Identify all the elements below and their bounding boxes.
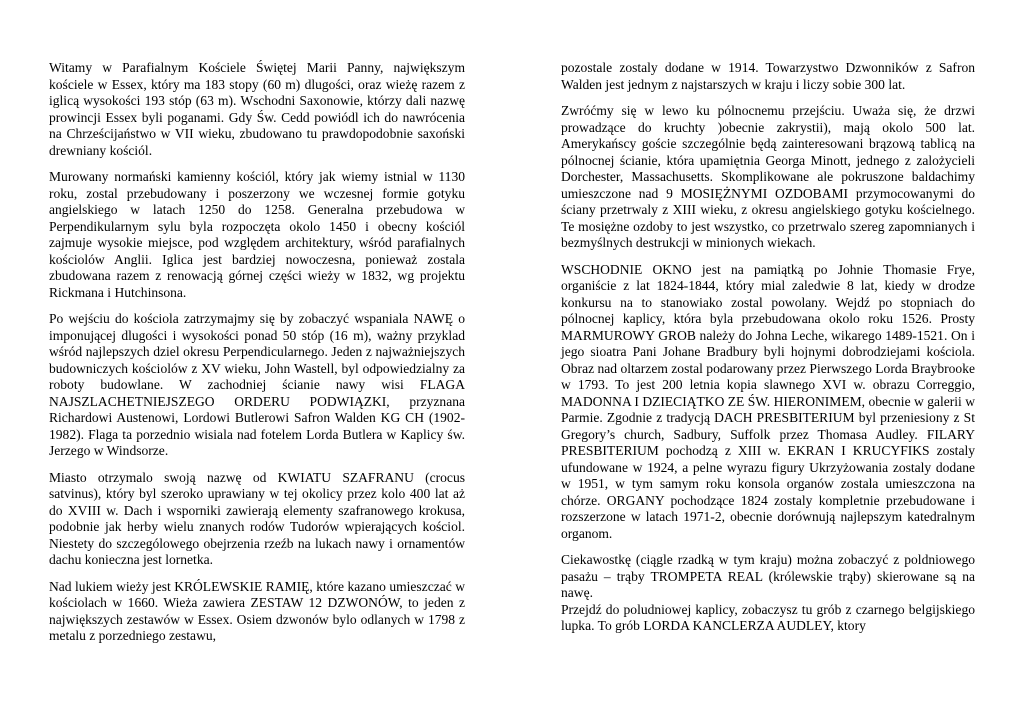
left-column [49,60,465,655]
paragraph-south-chapel: Przejdź do poludniowej kaplicy, zobaczysz tu grób z czarnego belgijskiego lupka. To grób LORDA KANCLERZA AUDLEY, ktory [561,601,975,633]
paragraph-welcome: Witamy w Parafialnym Kościele Świętej Marii Panny, największym kościele w Essex, który ma 183 stopy (60 m) dlugości, oraz wieżę razem z iglicą wysokości 193 stóp (63 m). Wschodni Saxonowie, którzy dali nazwę prowincji Essex byli poganami. Gdy Św. Cedd powiódl ich do nawrócenia na Chrześcijaństwo w VII wieku, zbudowano tu prawdopodobnie saxoński drewniany kościól. [49,60,465,158]
paragraph-north-aisle: Zwróćmy się w lewo ku pólnocnemu przejściu. Uważa się, że drzwi prowadzące do kruchty )obecnie zakrystii), mają okolo 500 lat. Amerykańscy goście szczególnie będą zainteresowani brązową tablicą na pólnocnej ścianie, która upamiętnia Georga Minott, jednego z zalożycieli Dorchester, Massachusetts. Skomplikowane ale pokruszone baldachimy umieszczone nad 9 MOSIĘŻNYMI OZDOBAMI przymocowanymi do ściany przetrwaly z XIII wieku, z okresu angielskiego gotyku kościelnego. Te mosiężne ozdoby to jest wszystko, co przetrwalo szereg zapomnianych i bezmyślnych destrukcji w minionych wiekach. [561,103,975,250]
paragraph-saffron: Miasto otrzymalo swoją nazwę od KWIATU SZAFRANU (crocus satvinus), który byl szeroko uprawiany w tej okolicy przez kolo 400 lat aż do XVIII w. Dach i wsporniki zawierają elementy szafranowego krokusa, podobnie jak herby wielu znanych rodów Tudorów wpierających kościol. Niestety do szczególowego obejrzenia rzeźb na lukach nawy i ornamentów dachu konieczna jest lornetka. [49,469,465,567]
right-column [561,60,975,645]
paragraph-norman-church: Murowany normański kamienny kościól, który jak wiemy istnial w 1130 roku, zostal przebudowany i poszerzony we wczesnej formie gotyku angielskiego w latach 1250 do 1258. Generalna przebudowa w Perpendikularnym sylu byla rozpoczęta okolo 1450 i obecny kościól zajmuje wysokie miejsce, pod względem architektury, wśród parafialnych kościolów Anglii. Iglica jest bardziej nowoczesna, ponieważ zostala zbudowana razem z renowacją górnej części wieży w 1832, wg projektu Rickmana i Hutchinsona. [49,169,465,300]
paragraph-trompeta-real: Ciekawostkę (ciągle rzadką w tym kraju) można zobaczyć z poldniowego pasażu – trąby TROMPETA REAL (królewskie trąby) skierowane są na nawę. [561,552,975,600]
paragraph-bell-ringers: pozostale zostaly dodane w 1914. Towarzystwo Dzwonników z Safron Walden jest jednym z najstarszych w kraju i liczy sobie 300 lat. [561,60,975,92]
paragraph-nave: Po wejściu do kościola zatrzymajmy się by zobaczyć wspaniala NAWĘ o imponującej dlugości i wysokości ponad 50 stóp (16 m), ważny przyklad wśród najlepszych dziel okresu Perpendicularnego. Jeden z najważniejszych budowniczych kościolów z XV wieku, John Wastell, byl odpowiedzialny za roboty budowlane. W zachodniej ścianie nawy wisi FLAGA NAJSZLACHETNIEJSZEGO ORDERU PODWIĄZKI, przyznana Richardowi Austenowi, Lordowi Butlerowi Safron Walden KG CH (1902-1982). Flaga ta porzednio wisiala nad fotelem Lorda Butlera w Kaplicy św. Jerzego w Windsorze. [49,311,465,458]
paragraph-east-window: WSCHODNIE OKNO jest na pamiątką po Johnie Thomasie Frye, organiście z lat 1824-1844, który mial zaledwie 8 lat, kiedy w drodze konkursu na to stanowiako zostal powolany. Wejdź po stopniach do pólnocnej kaplicy, która byla przebudowana okolo roku 1526. Prosty MARMUROWY GROB należy do Johna Leche, wikarego 1489-1521. On i jego sioatra Pani Johane Bradbury byli hojnymi dobrodziejami kościola. Obraz nad oltarzem zostal podarowany przez Pierwszego Lorda Braybrooke w 1793. To jest 200 letnia kopia slawnego XVI w. obrazu Correggio, MADONNA I DZIECIĄTKO ZE ŚW. HIERONIMEM, obecnie w galerii w Parmie. Zgodnie z tradycją DACH PRESBITERIUM byl przeniesiony z St Gregory’s church, Sadbury, Suffolk przez Thomasa Audley. FILARY PRESBITERIUM pochodzą z XIII w. EKRAN I KRUCYFIKS zostaly ufundowane w 1924, a pelne wyrazu figury Ukrzyżowania zostaly dodane w 1951, w tym samym roku konsola organów zostala umieszczona na chórze. ORGANY pochodzące 1824 zostaly kompletnie przebudowane i rozszerzone w latach 1971-2, obecnie dorównują najlepszym katedralnym organom. [561,261,975,541]
paragraph-royal-arms: Nad lukiem wieży jest KRÓLEWSKIE RAMIĘ, które kazano umieszczać w kościolach w 1660. Wieża zawiera ZESTAW 12 DZWONÓW, to jeden z największych zestawów w Essex. Osiem dzwonów bylo odlanych w 1798 z metalu z porzedniego zestawu, [49,578,465,643]
